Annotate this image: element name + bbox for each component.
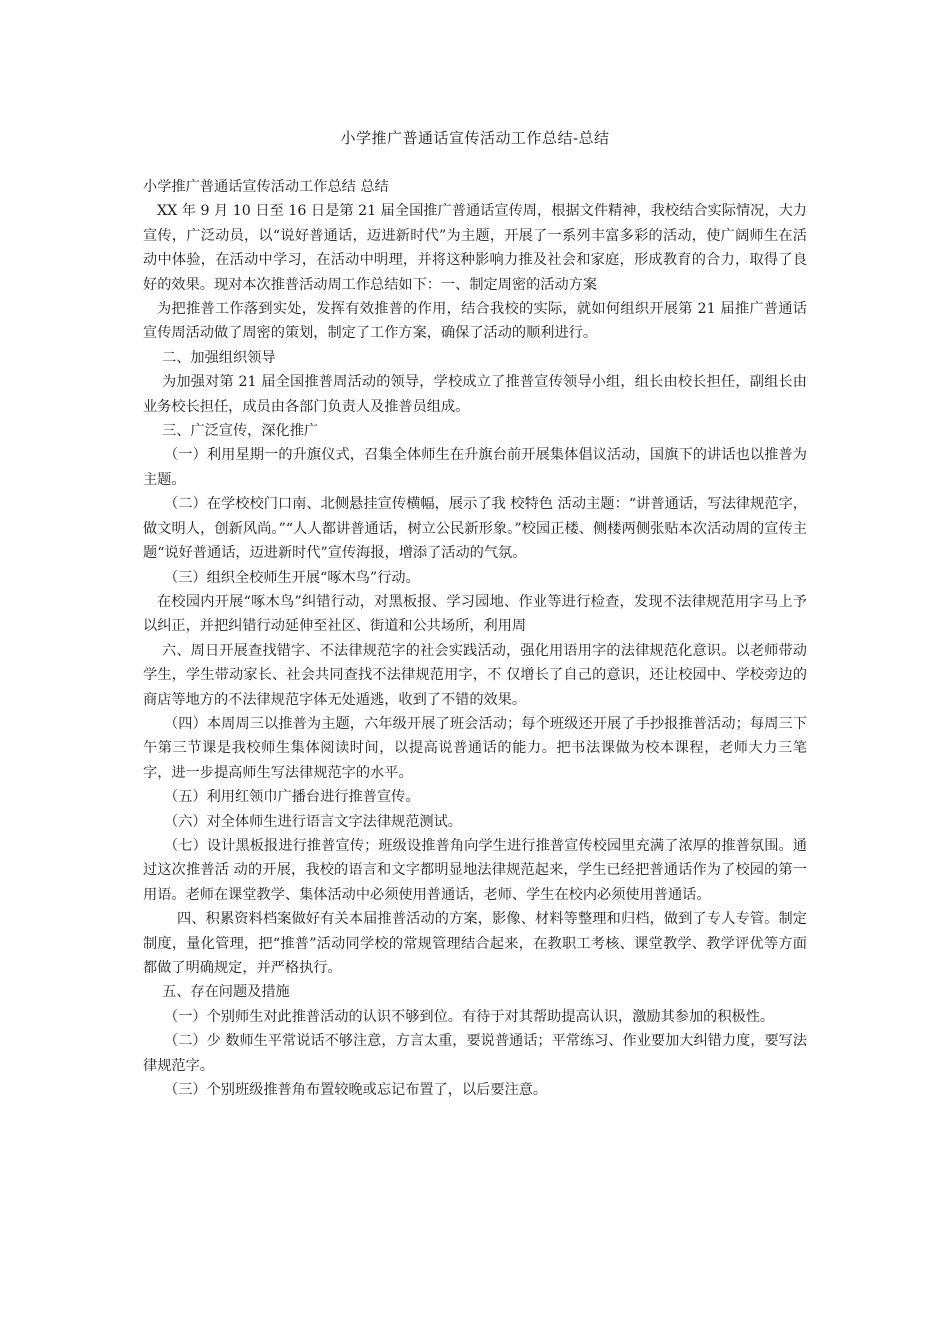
paragraph-item-3: （三）组织全校师生开展“啄木鸟”行动。 (164, 569, 420, 586)
document-body (143, 175, 807, 1102)
paragraph-leadership: 为加强对第 21 届全国推普周活动的领导，学校成立了推普宣传领导小组，组长由校长担任，副组长由业务校长担任，成员由各部门负责人及推普员组成。 (143, 374, 807, 415)
document-subtitle: 小学推广普通话宣传活动工作总结 总结 (143, 179, 389, 195)
heading-section-5: 五、存在问题及措施 (162, 984, 290, 1001)
paragraph-intro: XX 年 9 月 10 日至 16 日是第 21 届全国推广普通话宣传周，根据文件精神，我校结合实际情况，大力宣传，广泛动员，以“说好普通话，迈进新时代”为主题，开展了一系列丰富多彩的活动，使广阔师生在活动中体验，在活动中学习，在活动中明理，并将这种影响力推及社会和家庭，形成教育的合力，取得了良好的效果。现对本次推普活动周工作总结如下：一、制定周密的活动方案 (143, 203, 807, 293)
paragraph-item-6: （六）对全体师生进行语言文字法律规范测试。 (164, 813, 462, 830)
paragraph-weekend: 六、周日开展查找错字、不法律规范字的社会实践活动，强化用语用字的法律规范化意识。以老师带动学生，学生带动家长、社会共同查找不法律规范用字，不 仅增长了自己的意识，还让校园中、学校旁边的商店等地方的不法律规范字体无处遁逃，收到了不错的效果。 (143, 642, 807, 708)
paragraph-item-4: （四）本周周三以推普为主题，六年级开展了班会活动；每个班级还开展了手抄报推普活动；每周三下午第三节课是我校师生集体阅读时间，以提高说普通话的能力。把书法课做为校本课程，老师大力三笔字，进一步提高师生写法律规范字的水平。 (143, 715, 807, 781)
paragraph-item-7: （七）设计黑板报进行推普宣传；班级设推普角向学生进行推普宣传校园里充满了浓厚的推普氛围。通过这次推普活 动的开展，我校的语言和文字都明显地法律规范起来，学生已经把普通话作为了校园的第一用语。老师在课堂教学、集体活动中必须使用普通话，老师、学生在校内必须使用普通话。 (143, 837, 807, 903)
heading-section-2: 二、加强组织领导 (162, 349, 276, 366)
heading-section-3: 三、广泛宣传，深化推广 (162, 423, 319, 440)
paragraph-issue-3: （三）个别班级推普角布置较晚或忘记布置了，以后要注意。 (164, 1082, 548, 1099)
paragraph-issue-1: （一）个别师生对此推普活动的认识不够到位。有待于对其帮助提高认识，激励其参加的积极性。 (164, 1008, 775, 1025)
paragraph-item-5: （五）利用红领巾广播台进行推普宣传。 (164, 789, 420, 806)
document-title: 小学推广普通话宣传活动工作总结-总结 (340, 129, 610, 147)
paragraph-item-2: （二）在学校校门口南、北侧悬挂宣传横幅，展示了我 校特色 活动主题：“讲普通话，写法律规范字，做文明人，创新风尚。”“人人都讲普通话，树立公民新形象。”校园正楼、侧楼两侧张贴本次活动周的宣传主题“说好普通话，迈进新时代”宣传海报，增添了活动的气氛。 (143, 496, 807, 562)
paragraph-woodpecker: 在校园内开展“啄木鸟”纠错行动，对黑板报、学习园地、作业等进行检查，发现不法律规范用字马上予以纠正，并把纠错行动延伸至社区、街道和公共场所，利用周 (143, 593, 807, 635)
paragraph-plan: 为把推普工作落到实处，发挥有效推普的作用，结合我校的实际，就如何组织开展第 21 届推广普通话宣传周活动做了周密的策划，制定了工作方案，确保了活动的顺利进行。 (143, 301, 807, 342)
paragraph-item-1: （一）利用星期一的升旗仪式，召集全体师生在升旗台前开展集体倡议活动，国旗下的讲话也以推普为主题。 (143, 447, 807, 488)
paragraph-issue-2: （二）少 数师生平常说话不够注意，方言太重，要说普通话；平常练习、作业要加大纠错力度，要写法律规范字。 (143, 1033, 807, 1074)
heading-section-4: 四、积累资料档案做好有关本届推普活动的方案，影像、材料等整理和归档，做到了专人专管。制定制度，量化管理，把“推普”活动同学校的常规管理结合起来，在教职工考核、课堂教学、教学评优等方面都做了明确规定，并严格执行。 (143, 911, 807, 976)
